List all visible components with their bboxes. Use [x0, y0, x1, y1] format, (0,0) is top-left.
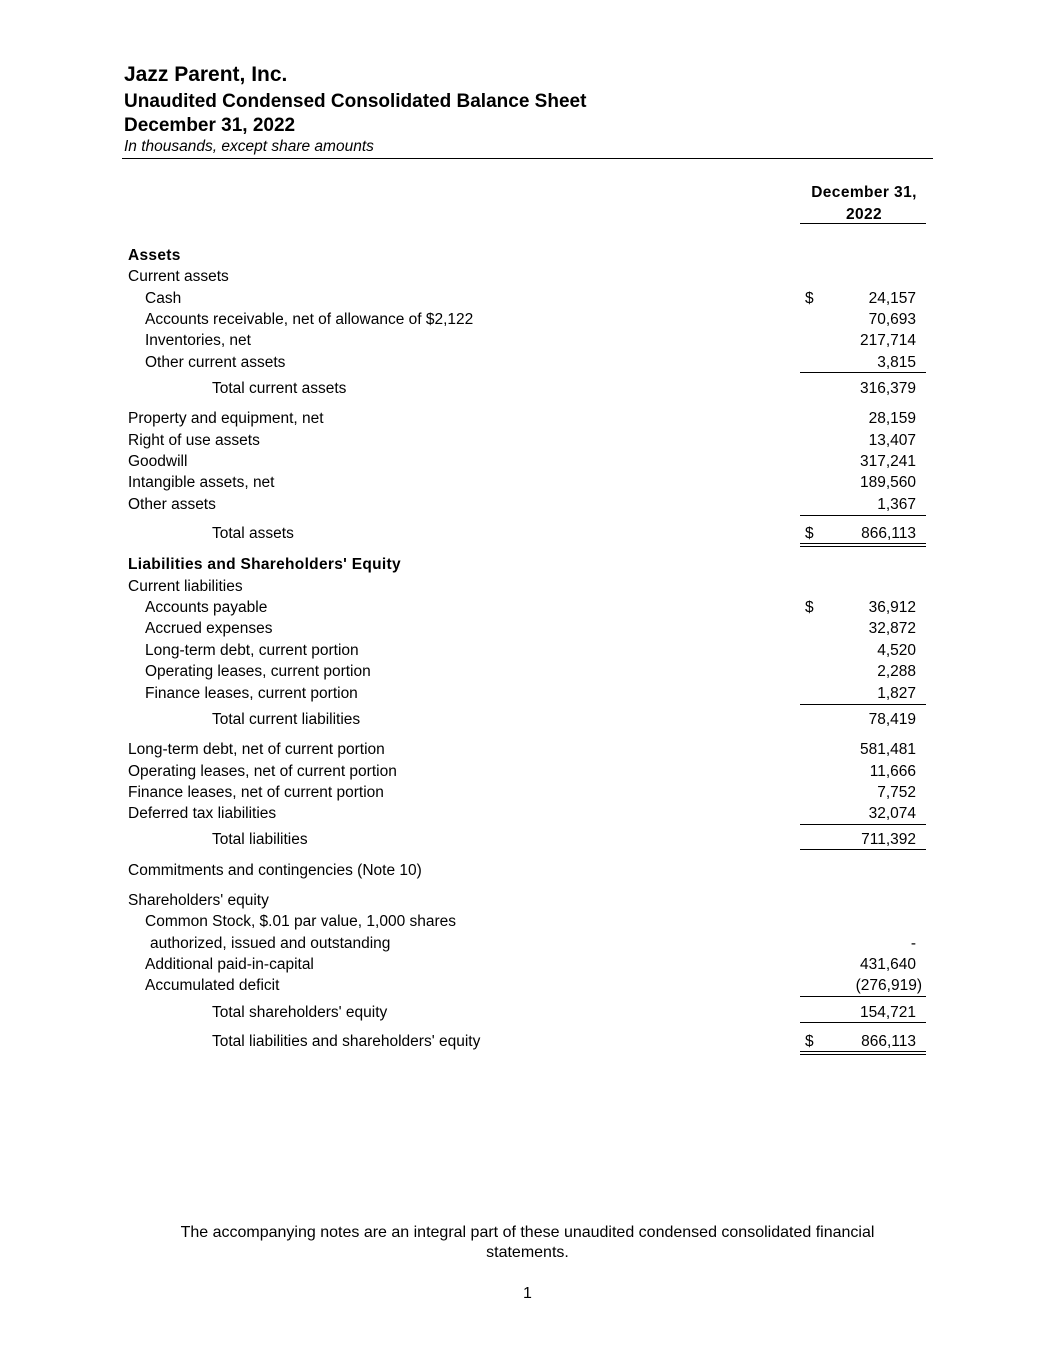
footer-note-text: The accompanying notes are an integral part of these unaudited condensed consolidated financial statements.	[180, 1224, 875, 1261]
row-amount: 13,407	[868, 432, 916, 449]
row-amount: 316,379	[859, 380, 916, 397]
right-of-use-row	[0, 432, 1055, 453]
row-amount: 28,159	[868, 410, 916, 427]
subtotal-rule	[800, 1022, 926, 1023]
column-header-underline	[800, 223, 926, 224]
row-amount: 1,367	[877, 496, 916, 513]
row-label: Total liabilities and shareholders' equity	[212, 1033, 481, 1050]
shareholders-equity-row	[0, 892, 1055, 913]
common-stock-row-1	[0, 913, 1055, 934]
row-amount: 217,714	[859, 332, 916, 349]
row-amount: 1,827	[877, 685, 916, 702]
row-amount: (276,919)	[855, 977, 922, 994]
row-label: Current liabilities	[128, 578, 243, 595]
row-label: Assets	[128, 247, 181, 264]
row-label: Intangible assets, net	[128, 474, 275, 491]
ltd-current-row	[0, 642, 1055, 663]
row-amount: 581,481	[859, 741, 916, 758]
row-label: Total current assets	[212, 380, 347, 397]
row-label: Common Stock, $.01 par value, 1,000 shares	[145, 913, 457, 930]
row-amount: 3,815	[877, 354, 916, 371]
row-amount: 70,693	[868, 311, 916, 328]
goodwill-row	[0, 453, 1055, 474]
current-assets-row	[0, 268, 1055, 289]
total-current-liabilities-row	[0, 711, 1055, 732]
inventories-row	[0, 332, 1055, 353]
row-amount: -	[910, 935, 916, 952]
row-amount: 4,520	[877, 642, 916, 659]
commitments-row	[0, 862, 1055, 883]
op-leases-current-row	[0, 663, 1055, 684]
row-amount: 32,074	[868, 805, 916, 822]
subtotal-rule	[800, 996, 926, 997]
column-header-line2: 2022	[845, 206, 883, 223]
row-amount: 317,241	[859, 453, 916, 470]
statement-date: December 31, 2022	[124, 115, 296, 136]
apic-row	[0, 956, 1055, 977]
row-amount: 7,752	[877, 784, 916, 801]
row-amount: 431,640	[859, 956, 916, 973]
total-double-rule	[800, 543, 926, 547]
row-amount: 24,157	[868, 290, 916, 307]
row-amount: 32,872	[868, 620, 916, 637]
currency-symbol: $	[805, 1033, 814, 1050]
company-name: Jazz Parent, Inc.	[124, 63, 288, 86]
row-amount: 866,113	[861, 525, 916, 542]
row-label: Other current assets	[145, 354, 286, 371]
row-label: Commitments and contingencies (Note 10)	[128, 862, 422, 879]
cash-row	[0, 290, 1055, 311]
total-current-assets-row	[0, 380, 1055, 401]
page-number: 1	[523, 1285, 532, 1302]
common-stock-row-2	[0, 935, 1055, 956]
statement-title: Unaudited Condensed Consolidated Balance Sheet	[124, 91, 587, 112]
row-label: Shareholders' equity	[128, 892, 269, 909]
column-header-line1: December 31,	[811, 184, 917, 201]
row-label: Accrued expenses	[145, 620, 273, 637]
row-label: Finance leases, net of current portion	[128, 784, 384, 801]
row-label: Total assets	[212, 525, 294, 542]
row-label: Cash	[145, 290, 182, 307]
row-amount: 78,419	[868, 711, 916, 728]
currency-symbol: $	[805, 290, 814, 307]
deferred-tax-row	[0, 805, 1055, 826]
row-amount: 36,912	[868, 599, 916, 616]
row-label: Right of use assets	[128, 432, 260, 449]
liabilities-equity-heading-row	[0, 556, 1055, 577]
row-amount: 866,113	[861, 1033, 916, 1050]
row-label: authorized, issued and outstanding	[150, 935, 391, 952]
units-note: In thousands, except share amounts	[124, 138, 374, 155]
accounts-payable-row	[0, 599, 1055, 620]
row-label: Liabilities and Shareholders' Equity	[128, 556, 401, 573]
intangible-assets-row	[0, 474, 1055, 495]
currency-symbol: $	[805, 599, 814, 616]
footer-note	[0, 1223, 1055, 1263]
row-label: Accounts receivable, net of allowance of $2,122	[145, 311, 474, 328]
op-leases-noncurrent-row	[0, 763, 1055, 784]
row-label: Finance leases, current portion	[145, 685, 358, 702]
row-amount: 711,392	[861, 831, 916, 848]
property-equipment-row	[0, 410, 1055, 431]
row-label: Deferred tax liabilities	[128, 805, 277, 822]
row-label: Goodwill	[128, 453, 188, 470]
row-amount: 154,721	[859, 1004, 916, 1021]
subtotal-rule	[800, 824, 926, 825]
row-label: Operating leases, current portion	[145, 663, 371, 680]
fin-leases-current-row	[0, 685, 1055, 706]
accrued-expenses-row	[0, 620, 1055, 641]
row-label: Long-term debt, net of current portion	[128, 741, 385, 758]
header-rule	[122, 158, 933, 159]
fin-leases-noncurrent-row	[0, 784, 1055, 805]
row-label: Other assets	[128, 496, 216, 513]
row-label: Total shareholders' equity	[212, 1004, 388, 1021]
row-amount: 2,288	[877, 663, 916, 680]
assets-heading-row	[0, 247, 1055, 268]
column-header	[790, 182, 938, 226]
accumulated-deficit-row	[0, 977, 1055, 998]
subtotal-rule	[800, 704, 926, 705]
currency-symbol: $	[805, 525, 814, 542]
row-label: Long-term debt, current portion	[145, 642, 359, 659]
other-assets-row	[0, 496, 1055, 517]
current-liabilities-row	[0, 578, 1055, 599]
row-label: Additional paid-in-capital	[145, 956, 314, 973]
subtotal-rule	[800, 372, 926, 373]
ltd-noncurrent-row	[0, 741, 1055, 762]
row-label: Current assets	[128, 268, 229, 285]
row-label: Property and equipment, net	[128, 410, 324, 427]
row-label: Total liabilities	[212, 831, 308, 848]
row-amount: 11,666	[869, 763, 916, 780]
row-label: Inventories, net	[145, 332, 251, 349]
accounts-receivable-row	[0, 311, 1055, 332]
row-label: Accumulated deficit	[145, 977, 280, 994]
row-label: Accounts payable	[145, 599, 268, 616]
total-double-rule	[800, 1051, 926, 1055]
row-amount: 189,560	[859, 474, 916, 491]
row-label: Operating leases, net of current portion	[128, 763, 397, 780]
subtotal-rule	[800, 849, 926, 850]
subtotal-rule	[800, 515, 926, 516]
row-label: Total current liabilities	[212, 711, 361, 728]
